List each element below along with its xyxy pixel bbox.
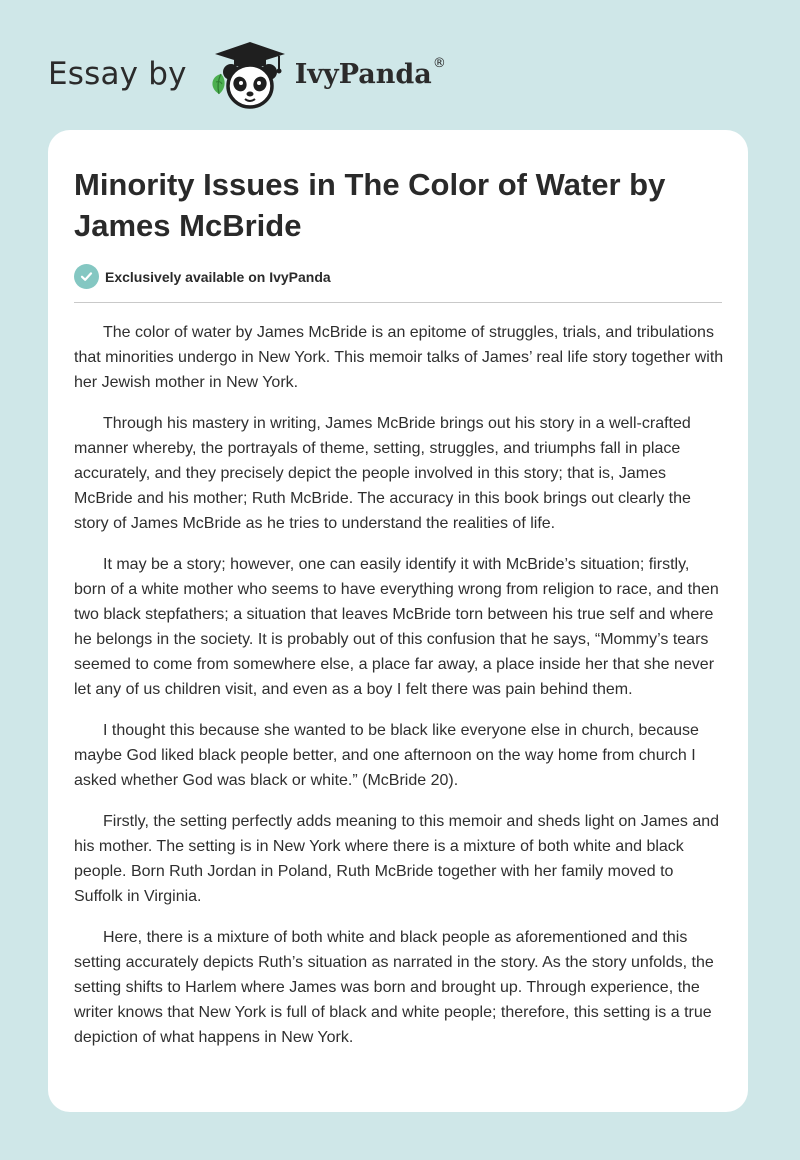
- paragraph: Firstly, the setting perfectly adds meaning to this memoir and sheds light on James and his mother. The setting is in New York where there is a mixture of both white and black people. Born Ruth Jordan in Poland, Ruth McBride together with her family moved to Suffolk in Virginia.: [74, 813, 720, 905]
- panda-graduate-icon[interactable]: [205, 34, 291, 114]
- paragraph: The color of water by James McBride is an epitome of struggles, trials, and tribulations that minorities undergo in New York. This memoir talks of James’ real life story together with her Jewish mother in New York.: [74, 324, 724, 391]
- exclusive-badge: [74, 264, 331, 289]
- paragraph: It may be a story; however, one can easily identify it with McBride’s situation; firstly, born of a white mother who seems to have everything wrong from religion to race, and then two black stepfathers; a situation that leaves McBride torn between his true self and where he belongs in the society. It is probably out of this confusion that he says, “Mommy’s tears seemed to come from somewhere else, a place far away, a place inside her that she never let any of us children visit, and even as a boy I felt there was pain behind them.: [74, 556, 719, 698]
- paragraph: I thought this because she wanted to be black like everyone else in church, because maybe God liked black people better, and one afternoon on the way home from church I asked whether God was black or white.” (McBride 20).: [74, 722, 699, 789]
- essay-card: [48, 130, 748, 1112]
- site-header: [48, 34, 446, 114]
- paragraph: Through his mastery in writing, James McBride brings out his story in a well-crafted manner whereby, the portrayals of theme, setting, struggles, and triumphs fall in place accurately, and they precisely depict the people involved in this story; that is, James McBride and his mother; Ruth McBride. The accuracy in this book brings out clearly the story of James McBride as he tries to understand the realities of life.: [74, 415, 691, 532]
- paragraph: Here, there is a mixture of both white and black people as aforementioned and this setting accurately depicts Ruth’s situation as narrated in the story. As the story unfolds, the setting shifts to Harlem where James was born and brought up. Through experience, the writer knows that New York is full of black and white people; therefore, this setting is a true depiction of what happens in New York.: [74, 929, 714, 1046]
- essay-by-label: Essay by: [48, 56, 187, 92]
- essay-body: [74, 320, 724, 1066]
- divider: [74, 302, 722, 303]
- brand-name[interactable]: IvyPanda: [294, 58, 432, 90]
- check-circle-icon: [74, 264, 99, 289]
- registered-mark: ®: [432, 55, 446, 71]
- essay-title: Minority Issues in The Color of Water by James McBride: [74, 167, 666, 243]
- exclusive-label: Exclusively available on IvyPanda: [105, 268, 331, 285]
